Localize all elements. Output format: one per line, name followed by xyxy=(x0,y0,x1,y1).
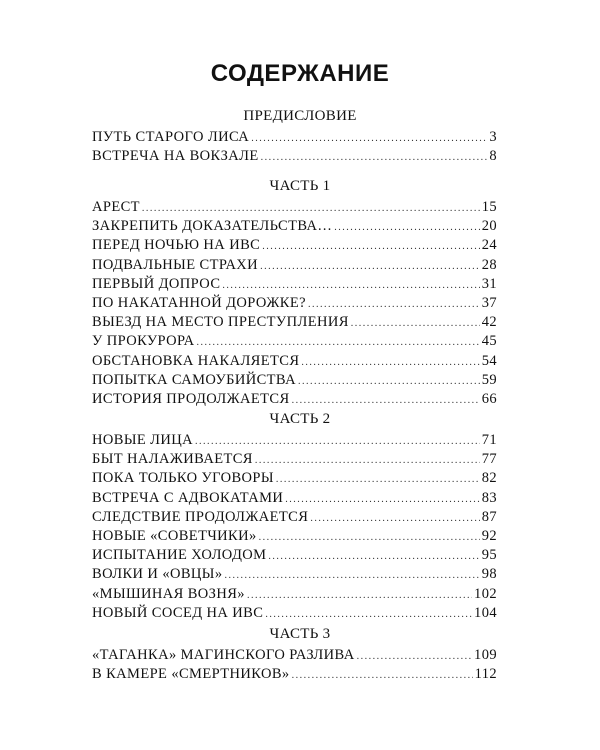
toc-entry-title: ПОДВАЛЬНЫЕ СТРАХИ xyxy=(92,256,259,273)
dot-leader xyxy=(357,651,472,662)
section-entries-part-2 xyxy=(92,432,497,624)
dot-leader xyxy=(292,670,473,681)
toc-entry xyxy=(92,470,497,489)
toc-entry xyxy=(92,148,497,167)
toc-entry-page: 112 xyxy=(474,666,497,683)
section-entries-part-3 xyxy=(92,647,497,685)
toc-entry-title: ПОПЫТКА САМОУБИЙСТВА xyxy=(92,371,296,388)
toc-entry-title: ВСТРЕЧА НА ВОКЗАЛЕ xyxy=(92,148,259,165)
dot-leader xyxy=(195,436,480,447)
dot-leader xyxy=(255,455,480,466)
dot-leader xyxy=(268,551,479,562)
toc-entry-title: В КАМЕРЕ «СМЕРТНИКОВ» xyxy=(92,666,290,683)
dot-leader xyxy=(265,609,472,620)
toc-entry xyxy=(92,586,497,605)
toc-entry-page: 54 xyxy=(481,352,497,369)
section-entries-preface xyxy=(92,129,497,167)
toc-entry xyxy=(92,666,497,685)
toc-entry-title: «ТАГАНКА» МАГИНСКОГО РАЗЛИВА xyxy=(92,647,355,663)
toc-entry xyxy=(92,391,497,410)
toc-entry-page: 20 xyxy=(481,218,497,235)
toc-entry-title: ПЕРВЫЙ ДОПРОС xyxy=(92,275,221,292)
toc-entry-page: 28 xyxy=(481,256,497,273)
toc-entry-title: НОВЫЕ «СОВЕТЧИКИ» xyxy=(92,527,257,544)
toc-entry xyxy=(92,257,497,276)
toc-entry-page: 45 xyxy=(481,333,497,350)
dot-leader xyxy=(310,513,479,524)
toc-entry-page: 98 xyxy=(481,566,497,583)
toc-entry-title: «МЫШИНАЯ ВОЗНЯ» xyxy=(92,585,245,602)
dot-leader xyxy=(285,494,479,505)
toc-entry xyxy=(92,451,497,470)
toc-entry-page: 95 xyxy=(481,547,497,564)
toc-entry-page: 66 xyxy=(481,390,497,407)
dot-leader xyxy=(222,280,479,291)
toc-entry xyxy=(92,295,497,314)
toc-entry xyxy=(92,566,497,585)
toc-entry-title: ЗАКРЕПИТЬ ДОКАЗАТЕЛЬСТВА… xyxy=(92,218,333,235)
toc-entry xyxy=(92,314,497,333)
toc-entry-title: НОВЫЙ СОСЕД НА ИВС xyxy=(92,604,264,621)
toc-entry-page: 31 xyxy=(481,275,497,292)
toc-entry xyxy=(92,353,497,372)
toc-entry-title: ИСПЫТАНИЕ ХОЛОДОМ xyxy=(92,547,267,564)
toc-entry-page: 42 xyxy=(481,314,497,331)
toc-entry-page: 83 xyxy=(481,489,497,506)
section-heading-part-3: ЧАСТЬ 3 xyxy=(269,626,331,642)
toc-entry-title: У ПРОКУРОРА xyxy=(92,333,195,350)
dot-leader xyxy=(334,222,479,233)
toc-entry xyxy=(92,547,497,566)
toc-entry-page: 37 xyxy=(481,294,497,311)
toc-entry-page: 59 xyxy=(481,371,497,388)
toc-entry xyxy=(92,276,497,295)
section-entries-part-1 xyxy=(92,199,497,410)
toc-entry-page: 109 xyxy=(474,647,497,663)
toc-entry-title: СЛЕДСТВИЕ ПРОДОЛЖАЕТСЯ xyxy=(92,508,309,525)
toc-entry xyxy=(92,605,497,624)
dot-leader xyxy=(247,590,472,601)
toc-entry-title: ПЕРЕД НОЧЬЮ НА ИВС xyxy=(92,237,261,254)
toc-entry-page: 15 xyxy=(481,199,497,215)
toc-entry xyxy=(92,432,497,451)
toc-entry-page: 77 xyxy=(481,451,497,468)
toc-entry-page: 102 xyxy=(474,585,497,602)
toc-entry xyxy=(92,129,497,148)
dot-leader xyxy=(251,133,487,144)
section-heading-part-2: ЧАСТЬ 2 xyxy=(269,411,331,427)
toc-entry xyxy=(92,372,497,391)
toc-entry-title: АРЕСТ xyxy=(92,199,140,215)
toc-entry xyxy=(92,218,497,237)
dot-leader xyxy=(224,570,479,581)
toc-entry-title: ВСТРЕЧА С АДВОКАТАМИ xyxy=(92,489,284,506)
dot-leader xyxy=(298,376,480,387)
section-heading-part-1: ЧАСТЬ 1 xyxy=(269,178,331,194)
dot-leader xyxy=(259,532,480,543)
section-heading-preface: ПРЕДИСЛОВИЕ xyxy=(243,108,357,124)
toc-entry-title: ИСТОРИЯ ПРОДОЛЖАЕТСЯ xyxy=(92,390,290,407)
toc-entry-title: ВОЛКИ И «ОВЦЫ» xyxy=(92,566,223,583)
toc-entry-title: БЫТ НАЛАЖИВАЕТСЯ xyxy=(92,451,253,468)
toc-entry-page: 8 xyxy=(489,148,497,165)
toc-entry-page: 71 xyxy=(481,432,497,448)
toc-entry-page: 104 xyxy=(474,604,497,621)
toc-entry-title: ПУТЬ СТАРОГО ЛИСА xyxy=(92,129,250,145)
toc-entry-title: ОБСТАНОВКА НАКАЛЯЕТСЯ xyxy=(92,352,300,369)
toc-entry-title: НОВЫЕ ЛИЦА xyxy=(92,432,193,448)
toc-entry-title: ПО НАКАТАННОЙ ДОРОЖКЕ? xyxy=(92,294,306,311)
dot-leader xyxy=(292,395,480,406)
toc-entry xyxy=(92,199,497,218)
toc-entry-page: 92 xyxy=(481,527,497,544)
dot-leader xyxy=(142,203,480,214)
dot-leader xyxy=(261,152,488,163)
dot-leader xyxy=(301,357,479,368)
toc-entry xyxy=(92,333,497,352)
dot-leader xyxy=(276,474,480,485)
toc-entry-page: 87 xyxy=(481,508,497,525)
dot-leader xyxy=(351,318,480,329)
page-title: СОДЕРЖАНИЕ xyxy=(210,60,390,87)
toc-entry xyxy=(92,509,497,528)
toc-entry xyxy=(92,647,497,666)
toc-entry xyxy=(92,237,497,256)
dot-leader xyxy=(260,261,480,272)
toc-entry xyxy=(92,528,497,547)
toc-entry-page: 82 xyxy=(481,470,497,487)
dot-leader xyxy=(262,241,479,252)
toc-entry-page: 24 xyxy=(481,237,497,254)
toc-entry xyxy=(92,490,497,509)
toc-entry-page: 3 xyxy=(489,129,497,145)
toc-entry-title: ВЫЕЗД НА МЕСТО ПРЕСТУПЛЕНИЯ xyxy=(92,314,349,331)
toc-entry-title: ПОКА ТОЛЬКО УГОВОРЫ xyxy=(92,470,274,487)
dot-leader xyxy=(197,337,480,348)
dot-leader xyxy=(308,299,480,310)
